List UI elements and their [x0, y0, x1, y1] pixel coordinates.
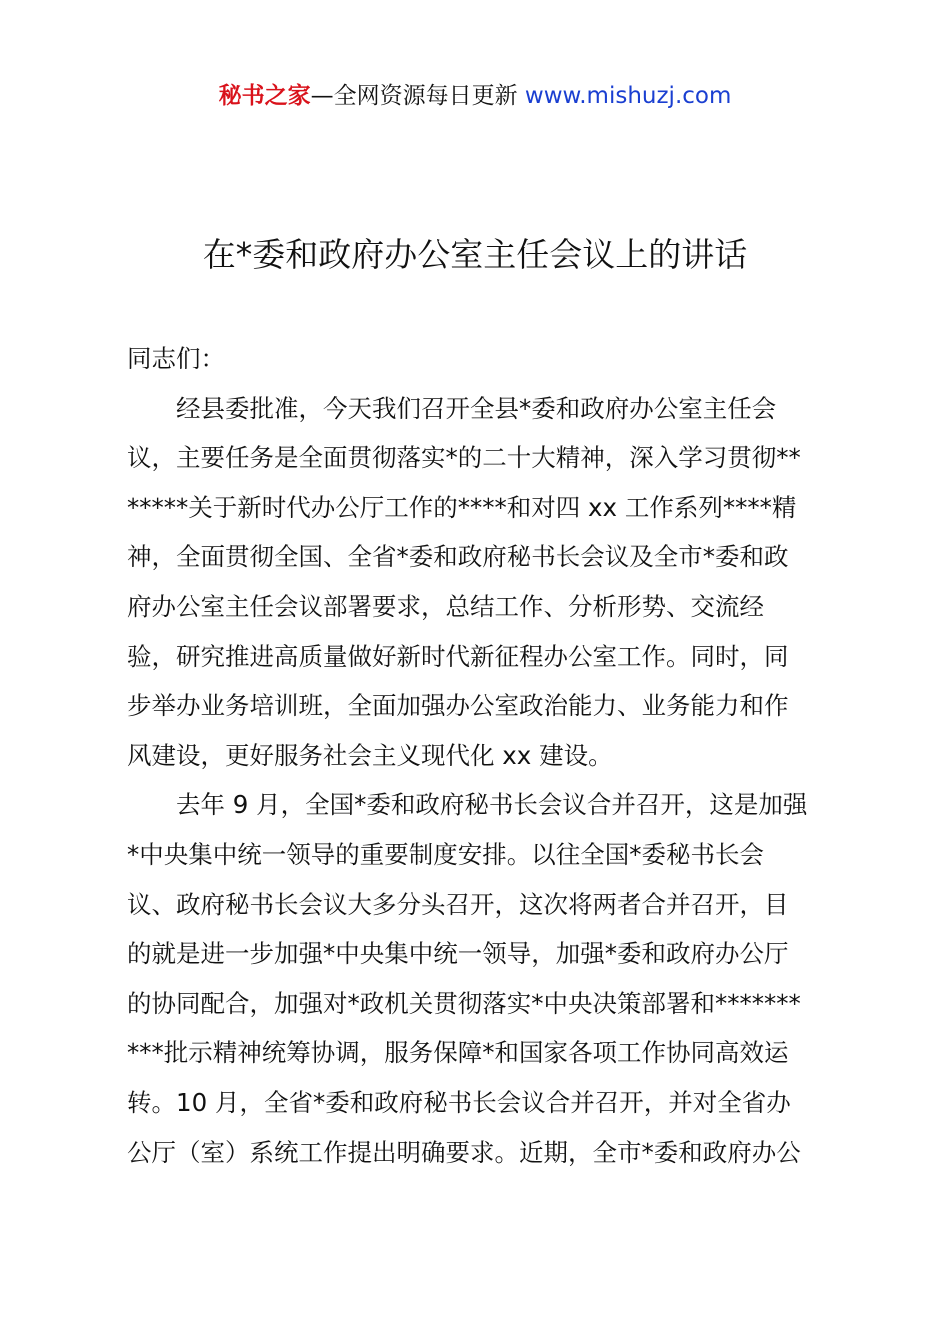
paragraph-1 [127, 384, 835, 781]
site-header [0, 80, 950, 112]
paragraph-line: *中央集中统一领导的重要制度安排。以往全国*委秘书长会 [127, 839, 764, 869]
paragraph-line: 议，主要任务是全面贯彻落实*的二十大精神，深入学习贯彻** [127, 443, 801, 473]
document-body [127, 334, 835, 1177]
salutation: 同志们： [127, 344, 225, 373]
document-title: 在*委和政府办公室主任会议上的讲话 [202, 235, 748, 274]
paragraph-line: 风建设，更好服务社会主义现代化 xx 建设。 [127, 740, 613, 770]
paragraph-line: ***批示精神统筹协调，服务保障*和国家各项工作协同高效运 [127, 1038, 789, 1068]
paragraph-line: 验，研究推进高质量做好新时代新征程办公室工作。同时，同 [127, 641, 789, 671]
paragraph-line: 的就是进一步加强*中央集中统一领导，加强*委和政府办公厅 [127, 939, 789, 969]
paragraph-line: 去年 9 月，全国*委和政府秘书长会议合并召开，这是加强 [176, 790, 808, 820]
paragraph-line: 神，全面贯彻全国、全省*委和政府秘书长会议及全市*委和政 [127, 542, 789, 572]
site-tagline: —全网资源每日更新 [310, 83, 525, 109]
paragraph-line: 公厅（室）系统工作提出明确要求。近期，全市*委和政府办公 [127, 1137, 801, 1167]
site-brand: 秘书之家 [218, 83, 311, 109]
paragraph-line: 的协同配合，加强对*政机关贯彻落实*中央决策部署和******* [127, 988, 801, 1018]
paragraph-line: 府办公室主任会议部署要求，总结工作、分析形势、交流经 [127, 591, 764, 621]
paragraph-line: 经县委批准，今天我们召开全县*委和政府办公室主任会 [176, 393, 777, 423]
paragraph-2 [127, 780, 835, 1177]
paragraph-line: 步举办业务培训班，全面加强办公室政治能力、业务能力和作 [127, 691, 789, 721]
paragraph-line: *****关于新时代办公厅工作的****和对四 xx 工作系列****精 [127, 492, 797, 522]
paragraph-line: 转。10 月，全省*委和政府秘书长会议合并召开，并对全省办 [127, 1087, 791, 1117]
site-url-link[interactable]: www.mishuzj.com [524, 83, 732, 109]
paragraph-line: 议、政府秘书长会议大多分头召开，这次将两者合并召开，目 [127, 889, 789, 919]
